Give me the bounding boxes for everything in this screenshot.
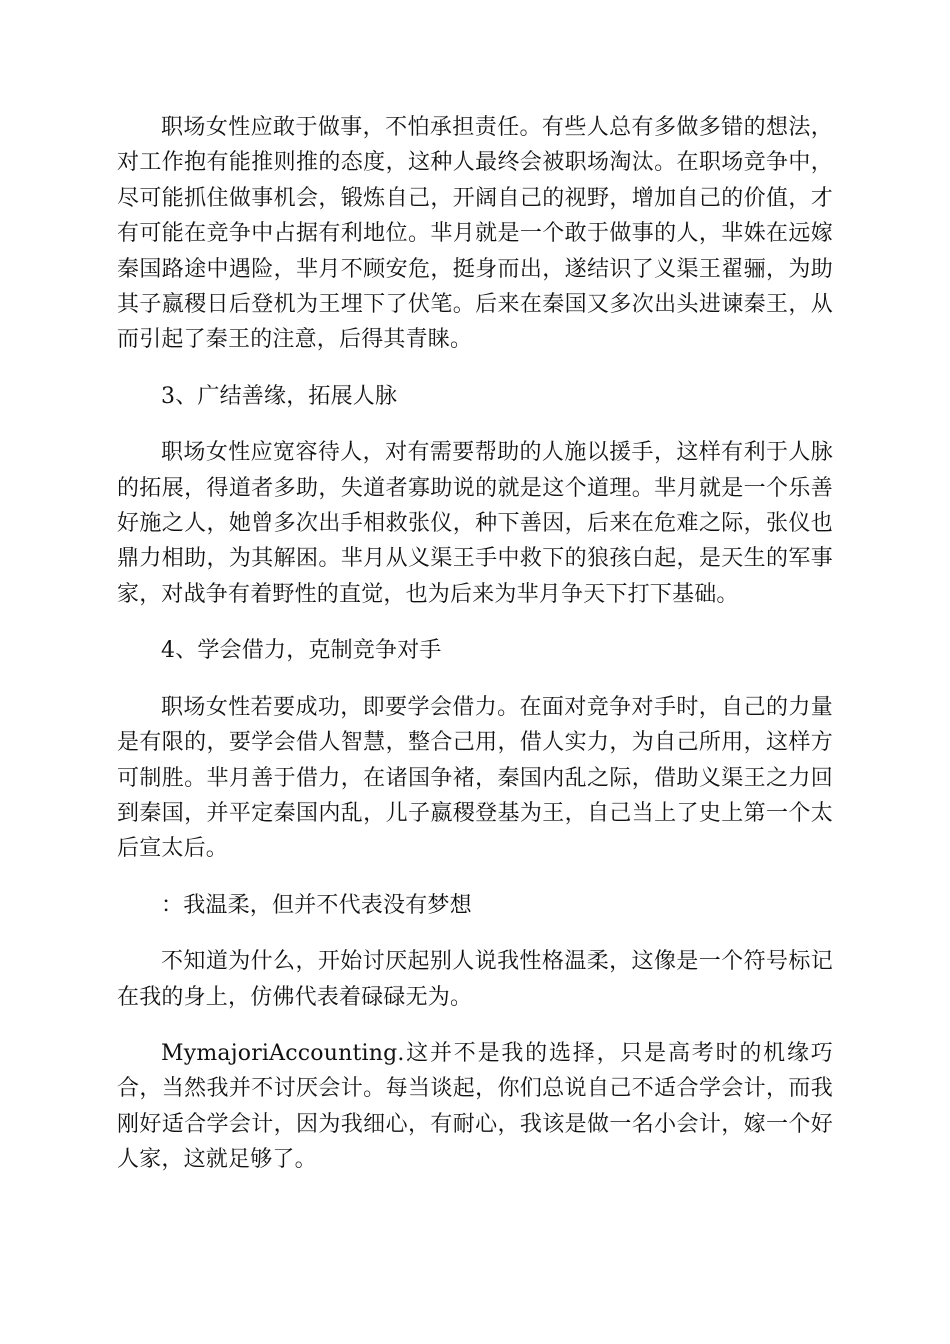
paragraph-gentle: 不知道为什么，开始讨厌起别人说我性格温柔，这像是一个符号标记在我的身上，仿佛代表着碌碌无为。 [117,949,833,1010]
paragraph-network: 职场女性应宽容待人，对有需要帮助的人施以援手，这样有利于人脉的拓展，得道者多助，失道者寡助说的就是这个道理。芈月就是一个乐善好施之人，她曾多次出手相救张仪，种下善因，后来在危难之际，张仪也鼎力相助，为其解困。芈月从义渠王手中救下的狼孩白起，是天生的军事家，对战争有着野性的直觉，也为后来为芈月争天下打下基础。 [117,440,833,607]
paragraph-accounting: MymajoriAccounting.这并不是我的选择，只是高考时的机缘巧合，当然我并不讨厌会计。每当谈起，你们总说自己不适合学会计，而我刚好适合学会计，因为我细心，有耐心，我该是做一名小会计，嫁一个好人家，这就足够了。 [117,1040,833,1173]
section-heading-4: 4、学会借力，克制竞争对手 [161,638,442,664]
section-heading-3: 3、广结善缘，拓展人脉 [161,383,398,409]
document-body [117,110,833,1199]
paragraph-leverage: 职场女性若要成功，即要学会借力。在面对竞争对手时，自己的力量是有限的，要学会借人智慧，整合己用，借人实力，为自己所用，这样方可制胜。芈月善于借力，在诸国争褚，秦国内乱之际，借助义渠王之力回到秦国，并平定秦国内乱，儿子嬴稷登基为王，自己当上了史上第一个太后宣太后。 [117,694,833,862]
paragraph-responsibility: 职场女性应敢于做事，不怕承担责任。有些人总有多做多错的想法，对工作抱有能推则推的态度，这种人最终会被职场淘汰。在职场竞争中，尽可能抓住做事机会，锻炼自己，开阔自己的视野，增加自己的价值，才有可能在竞争中占据有利地位。芈月就是一个敢于做事的人，芈姝在远嫁秦国路途中遇险，芈月不顾安危，挺身而出，遂结识了义渠王翟骊，为助其子嬴稷日后登机为王埋下了伏笔。后来在秦国又多次出头进谏秦王，从而引起了秦王的注意，后得其青睐。 [117,115,833,353]
essay-title: ：我温柔，但并不代表没有梦想 [161,892,472,918]
